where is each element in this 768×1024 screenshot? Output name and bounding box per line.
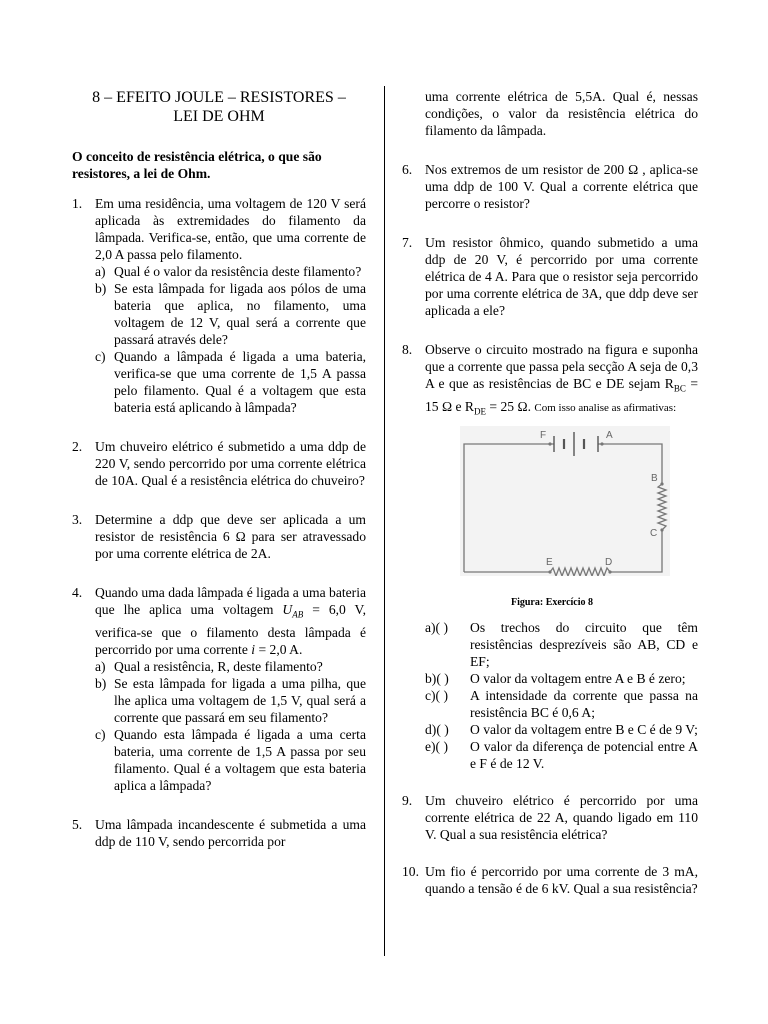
question-text: Um resistor ôhmico, quando submetido a uma ddp de 20 V, é percorrido por uma corrente elétrica de 4 A. Para que o resistor seja percorrido por uma corrente elétrica de 3A, que ddp deve ser aplicada a ele? [425,235,698,318]
title-line-1: 8 – EFEITO JOULE – RESISTORES – [92,89,346,106]
option-a: a)( ) Os trechos do circuito que têm resistências desprezíveis são AB, CD e EF; [425,620,698,670]
question-text: Uma lâmpada incandescente é submetida a uma ddp de 110 V, sendo percorrida por [95,816,366,849]
ohm-value: 6 Ω [222,529,246,544]
left-column [72,88,366,865]
question-2: 2. Um chuveiro elétrico é submetido a uma ddp de 220 V, sendo percorrido por uma corrente elétrica de 10A. Qual é a resistência elétrica do chuveiro? [72,439,366,488]
subquestion-a: a) Qual a resistência, R, deste filamento? [95,658,323,674]
circuit-diagram [460,426,670,576]
intro-text: O conceito de resistência elétrica, o que são resistores, a lei de Ohm. [72,149,322,181]
question-text: Em uma residência, uma voltagem de 120 V será aplicada às extremidades do filamento da lâmpada. Verifica-se, então, que uma corrente de 2,0 A passa pelo filamento. [95,196,366,262]
question-5: 5. Uma lâmpada incandescente é submetida a uma ddp de 110 V, sendo percorrida por [72,816,366,849]
label-c: C [650,528,658,540]
figure-caption: Figura: Exercício 8 [510,597,594,609]
question-number: 1. [72,196,83,211]
label-d: D [605,557,613,569]
question-6: 6. Nos extremos de um resistor de 200 Ω , aplica-se uma ddp de 100 V. Qual a corrente elétrica que percorre o resistor? [402,162,698,211]
question-5-continuation: uma corrente elétrica de 5,5A. Qual é, nessas condições, o valor da resistência elétrica do filamento da lâmpada. [425,89,698,138]
subquestion-c: c) Quando esta lâmpada é ligada a uma certa bateria, uma corrente de 1,5 A passa por seu filamento. Qual é a voltagem que esta bateria aplica a lâmpada? [95,726,366,793]
subquestion-b: b) Se esta lâmpada for ligada aos pólos de uma bateria que aplica, no filamento, uma voltagem de 12 V, qual será a corrente que passará através dele? [95,281,366,347]
subquestion-b: b) Se esta lâmpada for ligada a uma pilha, que lhe aplica uma voltagem de 1,5 V, qual será a corrente que passará em seu filamento? [95,675,366,725]
question-7: 7. Um resistor ôhmico, quando submetido a uma ddp de 20 V, é percorrido por uma corrente elétrica de 4 A. Para que o resistor seja percorrido por uma corrente elétrica de 3A, que ddp deve ser aplicada a ele? [402,235,698,318]
question-text: Observe o circuito mostrado na figura e suponha que a corrente que passa pela secção A seja de 0,3 A e que as resistências de BC e DE sejam $R_{BC} = 15$ Ω e $R_{DE} = 25$ Ω. Com isso analise as afirmativas: [425,342,698,417]
page-title [72,88,366,126]
question-3: 3. Determine a ddp que deve ser aplicada a um resistor de resistência 6 Ω para ser atravessado por uma corrente elétrica de 2A. [72,512,366,561]
options-list [402,619,698,772]
question-text: Nos extremos de um resistor de 200 Ω , aplica-se uma ddp de 100 V. Qual a corrente elétrica que percorre o resistor? [425,162,698,211]
question-10: 10. Um fio é percorrido por uma corrente de 3 mA, quando a tensão é de 6 kV. Qual a sua resistência? [402,864,698,897]
option-e: e)( ) O valor da diferença de potencial entre A e F é de 12 V. [425,739,698,772]
subquestion-a: a) Qual é o valor da resistência deste filamento? [95,264,362,279]
question-1 [72,195,366,416]
label-b: B [651,473,658,485]
ohm-value: 200 Ω [603,162,639,177]
label-e: E [546,557,553,569]
right-column [402,88,698,912]
label-a: A [606,430,613,442]
option-c: c)( ) A intensidade da corrente que passa na resistência BC é 0,6 A; [425,688,698,721]
subquestion-c: c) Quando a lâmpada é ligada a uma bateria, verifica-se que uma corrente de 1,5 A passa pelo filamento. Qual é a voltagem que esta bateria está aplicando à lâmpada? [95,349,366,415]
title-line-2: LEI DE OHM [173,108,265,125]
question-text: Um chuveiro elétrico é percorrido por uma corrente elétrica de 22 A, quando ligado em 110 V. Qual a sua resistência elétrica? [425,793,698,843]
question-9: 9. Um chuveiro elétrico é percorrido por uma corrente elétrica de 22 A, quando ligado em 110 V. Qual a sua resistência elétrica? [402,793,698,843]
label-f: F [540,430,547,442]
question-4: 4. Quando uma dada lâmpada é ligada a uma bateria que lhe aplica uma voltagem $U_{AB} = 6,0$ V, verifica-se que o filamento desta lâmpada é percorrido por uma corrente i = 2,0 A. a) Qual a resistência, R, deste filamento? b) Se esta lâmpada for ligada a uma pilha, que lhe aplica uma voltagem de 1,5 V, qual será a corrente que passará em seu filamento? c) Quando esta lâmpada é ligada a uma certa bateria, uma corrente de 1,5 A passa por seu filamento. Qual é a voltagem que esta bateria aplica a lâmpada? [72,585,366,793]
circuit-figure [402,424,698,594]
question-text: Um chuveiro elétrico é submetido a uma ddp de 220 V, sendo percorrido por uma corrente elétrica de 10A. Qual é a resistência elétrica do chuveiro? [95,439,366,488]
option-d: d)( ) O valor da voltagem entre B e C é de 9 V; [425,722,698,738]
option-b: b)( ) O valor da voltagem entre A e B é zero; [425,671,686,687]
column-divider [384,86,385,956]
question-text: Determine a ddp que deve ser aplicada a um resistor de resistência 6 Ω para ser atravessado por uma corrente elétrica de 2A. [95,512,366,561]
question-text: Quando uma dada lâmpada é ligada a uma bateria que lhe aplica uma voltagem $U_{AB} = 6,0$ V, verifica-se que o filamento desta lâmpada é percorrido por uma corrente i = 2,0 A. [95,585,366,657]
question-text: Um fio é percorrido por uma corrente de 3 mA, quando a tensão é de 6 kV. Qual a sua resistência? [425,864,698,897]
question-8: 8. Observe o circuito mostrado na figura e suponha que a corrente que passa pela secção A seja de 0,3 A e que as resistências de BC e DE sejam $R_{BC} = 15$ Ω e $R_{DE} = 25$ Ω. Com isso analise as afirmativas: [402,341,698,420]
